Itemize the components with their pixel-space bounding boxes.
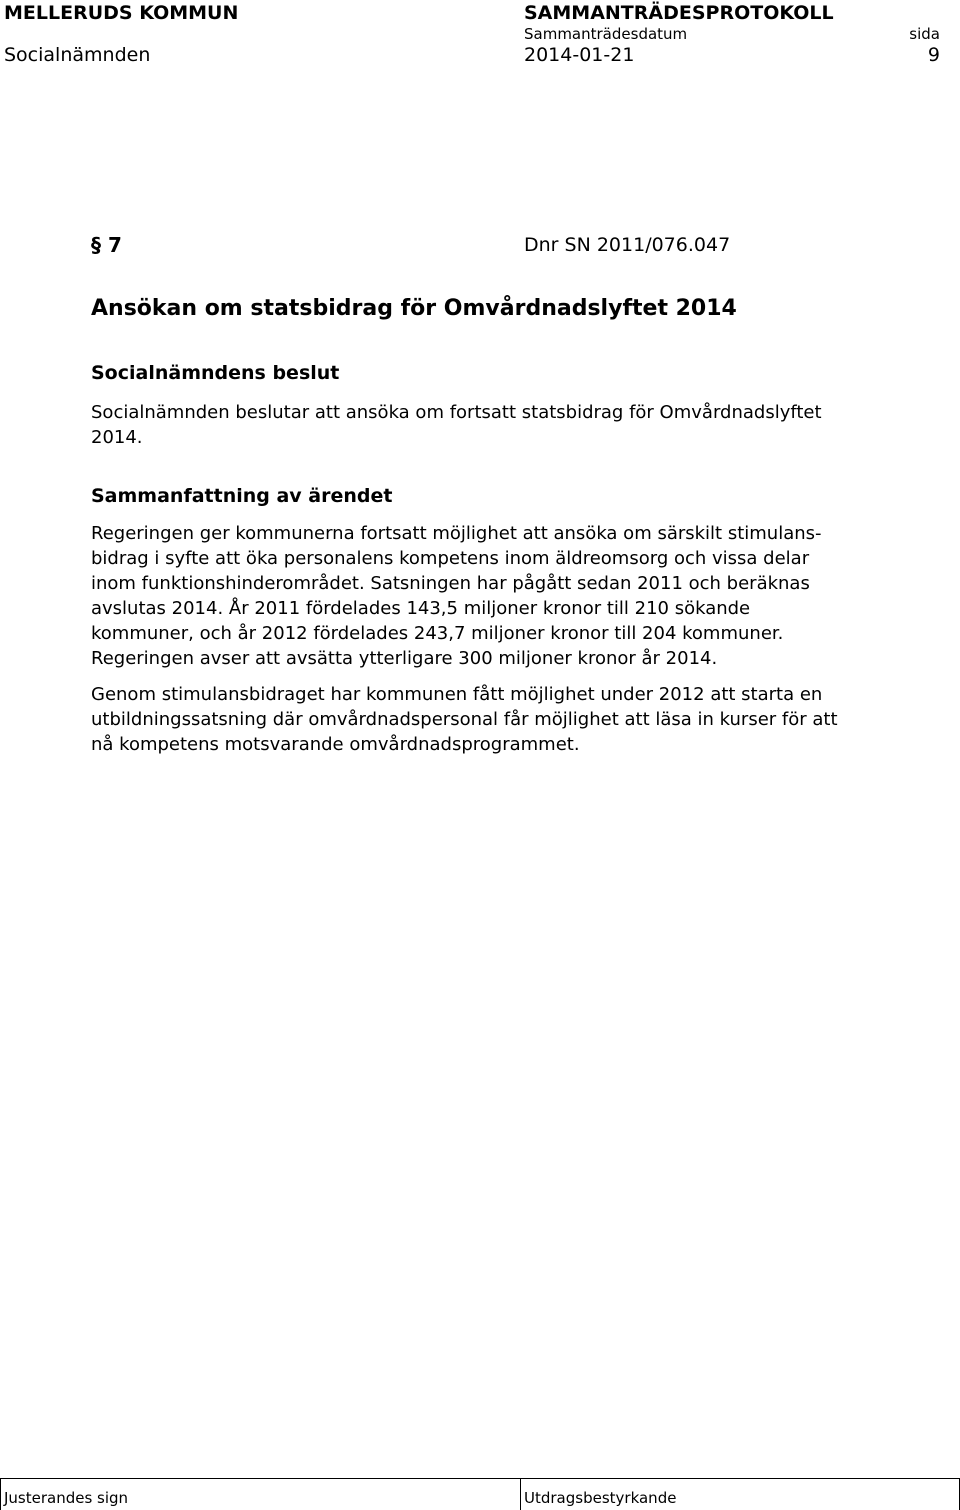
sign-box-left-border: [0, 1478, 1, 1510]
footer-divider: [0, 1478, 960, 1479]
decision-heading: Socialnämndens beslut: [91, 362, 340, 384]
extract-label: Utdragsbestyrkande: [524, 1489, 677, 1507]
org-name: MELLERUDS KOMMUN: [4, 2, 239, 24]
committee-name: Socialnämnden: [4, 44, 151, 66]
page-number: 9: [927, 44, 940, 66]
summary-paragraph-2: [91, 682, 951, 757]
summary-line: Genom stimulansbidraget har kommunen fått möjlighet under 2012 att starta en: [91, 684, 823, 705]
decision-text: [91, 400, 951, 450]
summary-line: avslutas 2014. År 2011 fördelades 143,5 miljoner kronor till 210 sökande: [91, 598, 751, 619]
summary-line: kommuner, och år 2012 fördelades 243,7 miljoner kronor till 204 kommuner.: [91, 623, 784, 644]
section-number: § 7: [91, 233, 122, 257]
summary-heading: Sammanfattning av ärendet: [91, 485, 393, 507]
meeting-date-label: Sammanträdesdatum: [524, 25, 688, 43]
diary-number: Dnr SN 2011/076.047: [524, 234, 731, 256]
decision-line: Socialnämnden beslutar att ansöka om fortsatt statsbidrag för Omvårdnadslyftet: [91, 402, 822, 423]
summary-paragraph-1: [91, 521, 951, 671]
summary-line: bidrag i syfte att öka personalens kompetens inom äldreomsorg och vissa delar: [91, 548, 810, 569]
summary-line: inom funktionshinderområdet. Satsningen har pågått sedan 2011 och beräknas: [91, 573, 810, 594]
page-label: sida: [909, 25, 940, 43]
sign-label: Justerandes sign: [4, 1489, 129, 1507]
summary-line: nå kompetens motsvarande omvårdnadsprogrammet.: [91, 734, 580, 755]
meeting-date: 2014-01-21: [524, 44, 635, 66]
summary-line: Regeringen avser att avsätta ytterligare 300 miljoner kronor år 2014.: [91, 648, 718, 669]
item-title: Ansökan om statsbidrag för Omvårdnadslyftet 2014: [91, 296, 737, 321]
summary-line: Regeringen ger kommunerna fortsatt möjlighet att ansöka om särskilt stimulans-: [91, 523, 822, 544]
document-type: SAMMANTRÄDESPROTOKOLL: [524, 2, 834, 24]
decision-line: 2014.: [91, 427, 143, 448]
extract-box-left-border: [520, 1478, 521, 1510]
summary-line: utbildningssatsning där omvårdnadspersonal får möjlighet att läsa in kurser för att: [91, 709, 838, 730]
